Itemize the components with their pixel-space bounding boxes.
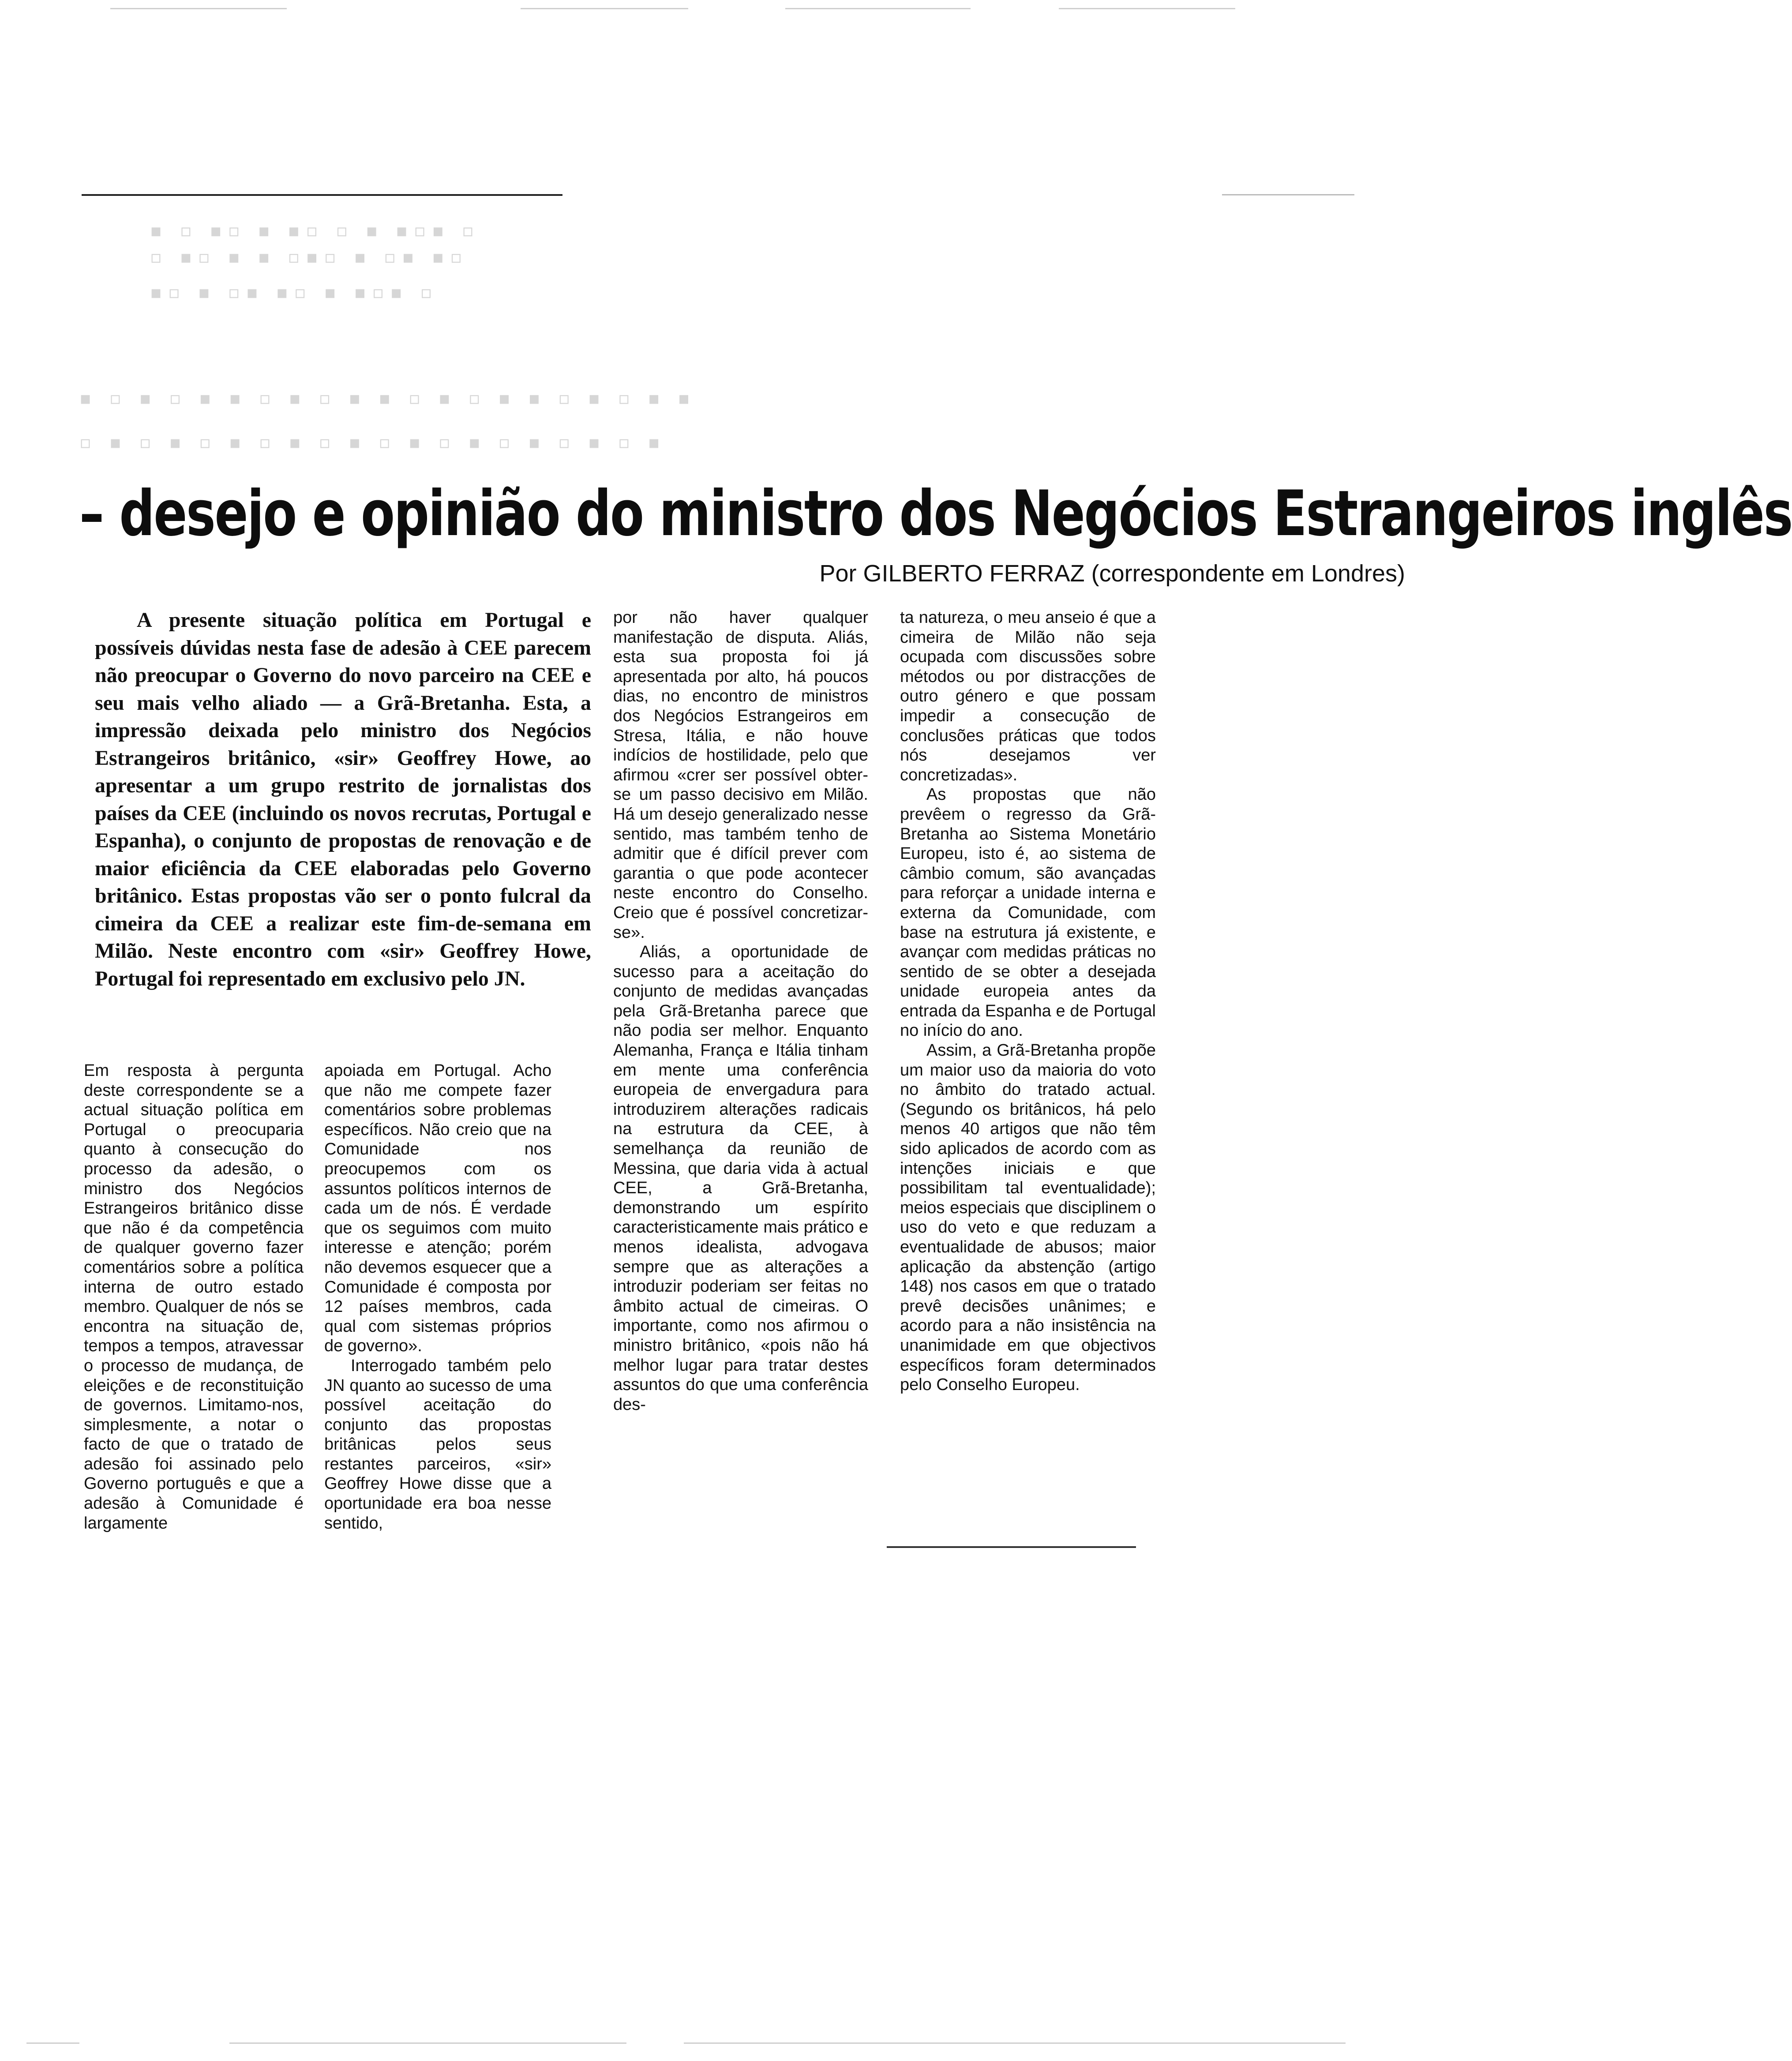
column-3-paragraph-1: por não haver qualquer manifestação de disputa. Aliás, esta sua proposta foi já apresentada por alto, há poucos dias, no encontro de ministros dos Negócios Estrangeiros em Stresa, Itália, e não houve indícios de hostilidade, pelo que afirmou «crer ser possível obter-se um passo decisivo em Milão. Há um desejo generalizado nesse sentido, mas também tenho de admitir que é difícil prever com garantia o que pode acontecer neste encontro do Conselho. Creio que é possível concretizar-se». <box>613 608 868 942</box>
column-4 <box>900 608 1156 1395</box>
column-1-paragraph: Em resposta à pergunta deste correspondente se a actual situação política em Portugal o preocuparia quanto à consecução do processo da adesão, o ministro dos Negócios Estrangeiros britânico disse que não é da competência de qualquer governo fazer comentários sobre a política interna de outro estado membro. Qualquer de nós se encontra na situação de, tempos a tempos, atravessar o processo de mudança, de eleições e de reconstituição de governos. Limitamo-nos, simplesmente, a notar o facto de que o tratado de adesão foi assinado pelo Governo português e que a adesão à Comunidade é largamente <box>84 1061 304 1533</box>
column-2-paragraph-1: apoiada em Portugal. Acho que não me compete fazer comentários sobre problemas específicos. Não creio que na Comunidade nos preocupemos com os assuntos políticos internos de cada um de nós. É verdade que os seguimos com muito interesse e atenção; porém não devemos esquecer que a Comunidade é composta por 12 países membros, cada qual com sistemas próprios de governo». <box>324 1061 551 1356</box>
header-rule <box>82 194 562 196</box>
column-4-paragraph-2: As propostas que não prevêem o regresso da Grã-Bretanha ao Sistema Monetário Europeu, isto é, ao sistema de câmbio comum, são avançadas para reforçar a unidade interna e externa da Comunidade, com base na estrutura já existente, e avançar com medidas práticas no sentido de se obter a desejada unidade europeia antes da entrada da Espanha e de Portugal no início do ano. <box>900 785 1156 1040</box>
column-3-paragraph-2: Aliás, a oportunidade de sucesso para a aceitação do conjunto de medidas avançadas pela Grã-Bretanha parece que não podia ser melhor. Enquanto Alemanha, França e Itália tinham em mente uma conferência europeia de envergadura para introduzirem alterações radicais na estrutura da CEE, à semelhança da reunião de Messina, que daria vida à actual CEE, a Grã-Bretanha, demonstrando um espírito caracteristicamente mais prático e menos idealista, advogava sempre que as alterações a introduzir poderiam ser feitas no âmbito actual de cimeiras. O importante, como nos afirmou o ministro britânico, «pois não há melhor lugar para tratar destes assuntos do que uma conferência des- <box>613 943 868 1414</box>
article-end-rule <box>887 1546 1136 1548</box>
column-2 <box>324 1061 551 1533</box>
column-4-paragraph-1: ta natureza, o meu anseio é que a cimeira de Milão não seja ocupada com discussões sobre métodos ou por distracções de outro género e que possam impedir a consecução de conclusões práticas que todos nós desejamos ver concretizadas». <box>900 608 1156 784</box>
column-1 <box>84 1061 304 1533</box>
byline: Por GILBERTO FERRAZ (correspondente em Londres) <box>819 560 1405 587</box>
column-3 <box>613 608 868 1414</box>
column-2-paragraph-2: Interrogado também pelo JN quanto ao sucesso de uma possível aceitação do conjunto das propostas britânicas pelos seus restantes parceiros, «sir» Geoffrey Howe disse que a oportunidade era boa nesse sentido, <box>324 1356 551 1533</box>
column-4-paragraph-3: Assim, a Grã-Bretanha propõe um maior uso da maioria do voto no âmbito do tratado actual. (Segundo os britânicos, há pelo menos 40 artigos que não têm sido aplicados de acordo com as intenções iniciais e que possibilitam tal eventualidade); meios especiais que disciplinem o uso do veto e que reduzam a eventualidade de abusos; maior aplicação da abstenção (artigo 148) nos casos em que o tratado prevê decisões unânimes; e acordo para a não insistência na unanimidade em que objectivos específicos foram determinados pelo Conselho Europeu. <box>900 1041 1156 1394</box>
lead-paragraph: A presente situação política em Portugal e possíveis dúvidas nesta fase de adesão à CEE parecem não preocupar o Governo do novo parceiro na CEE e seu mais velho aliado — a Grã-Bretanha. Esta, a impressão deixada pelo ministro dos Negócios Estrangeiros britânico, «sir» Geoffrey Howe, ao apresentar a um grupo restrito de jornalistas dos países da CEE (incluindo os novos recrutas, Portugal e Espanha), o conjunto de propostas de renovação e de maior eficiência da CEE elaboradas pelo Governo britânico. Estas propostas vão ser o ponto fulcral da cimeira da CEE a realizar este fim-de-semana em Milão. Neste encontro com «sir» Geoffrey Howe, Portugal foi representado em exclusivo pelo JN. <box>95 608 591 990</box>
header-rule-right <box>1222 194 1354 195</box>
headline: – desejo e opinião do ministro dos Negócios Estrangeiros inglês <box>79 477 1792 550</box>
